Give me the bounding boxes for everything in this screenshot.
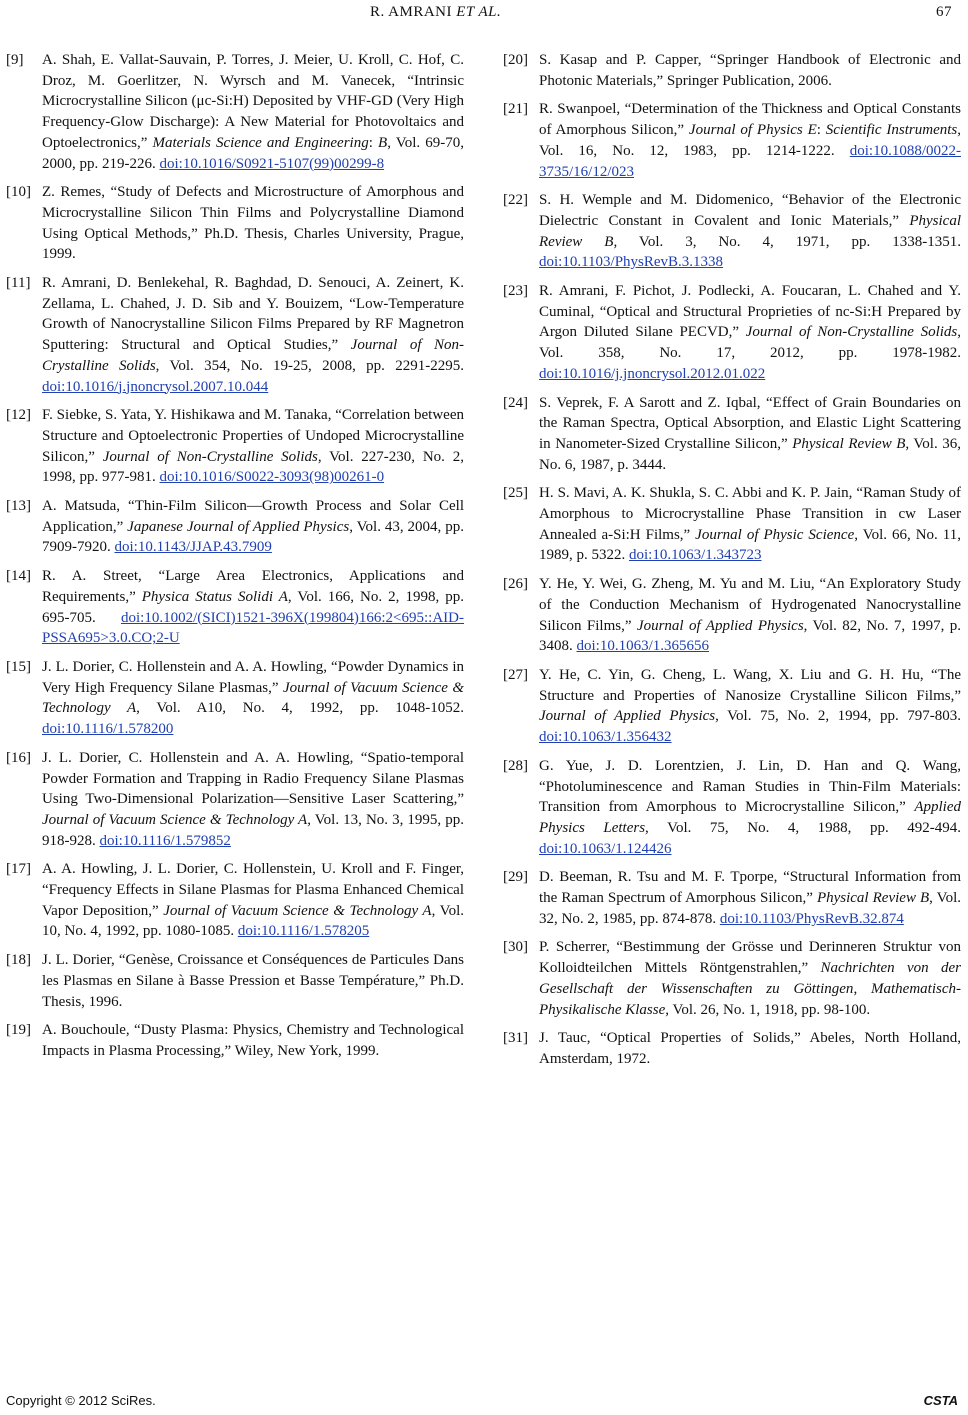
reference-citation: R. Swanpoel, “Determination of the Thickness and Optical Constants of Amorphous Silicon,”	[539, 101, 961, 139]
reference-citation: A. Shah, E. Vallat-Sauvain, P. Torres, J. Meier, U. Kroll, C. Hof, C. Droz, M. Goerlitzer, N. Wyrsch and M. Vanecek, “Intrinsic Microcrystalline Silicon (μc-Si:H) Deposited by VHF-GD (Very High Frequency-Glow Discharge): A New Material for Photovoltaics and Optoelectronics,”	[42, 52, 464, 151]
reference-number: [18]	[6, 952, 31, 969]
reference-text	[539, 99, 961, 182]
reference-journal: Nachrichten von der Gesellschaft der Wissenschaften zu Göttingen	[539, 960, 961, 997]
reference-details: , Vol. 13, No. 3, 1995, pp. 918-928.	[42, 811, 464, 849]
doi-link[interactable]: doi:10.1002/(SICI)1521-396X(199804)166:2<695::AID-PSSA695>3.0.CO;2-U	[42, 609, 464, 647]
reference-entry	[6, 748, 464, 852]
reference-entry	[503, 50, 961, 91]
references-column-right	[503, 50, 961, 1078]
reference-number: [22]	[503, 192, 528, 209]
reference-citation: Z. Remes, “Study of Defects and Microstructure of Amorphous and Microcrystalline Silicon Thin Films and Polycrystalline Diamond Using Optical Methods,” Ph.D. Thesis, Charles University, Prague, 1999.	[42, 184, 464, 263]
reference-details: :	[816, 122, 826, 139]
reference-details: :	[368, 134, 379, 151]
reference-citation: P. Scherrer, “Bestimmung der Grösse und Derinneren Struktur von Kolloidteilchen Mittels Röntgenstrahlen,”	[539, 939, 961, 977]
reference-number: [10]	[6, 184, 31, 201]
reference-number: [25]	[503, 485, 528, 502]
reference-entry	[503, 190, 961, 273]
reference-text	[539, 756, 961, 860]
reference-number: [11]	[6, 275, 31, 292]
reference-citation: Y. He, C. Yin, G. Cheng, L. Wang, X. Liu and G. H. Hu, “The Structure and Properties of Nanosize Crystalline Silicon Films,”	[539, 666, 961, 704]
running-author	[370, 4, 501, 21]
doi-link[interactable]: doi:10.1116/1.578200	[42, 721, 174, 738]
reference-details: , Vol. 66, No. 11, 1989, p. 5322.	[539, 526, 961, 564]
reference-text	[42, 566, 464, 649]
reference-entry	[6, 405, 464, 488]
doi-link[interactable]: doi:10.1063/1.356432	[539, 729, 672, 746]
reference-details: , Vol. 358, No. 17, 2012, pp. 1978-1982.	[539, 324, 961, 362]
doi-link[interactable]: doi:10.1116/1.579852	[99, 832, 231, 849]
running-header	[0, 4, 968, 24]
reference-entry	[6, 273, 464, 397]
reference-journal: Applied Physics Letters	[539, 799, 961, 836]
reference-text	[539, 483, 961, 566]
reference-text	[42, 182, 464, 265]
reference-citation: R. A. Street, “Large Area Electronics, Applications and Requirements,”	[42, 568, 464, 605]
reference-citation: J. L. Dorier, C. Hollenstein and A. A. Howling, “Powder Dynamics in Very High Frequency Silane Plasmas,”	[42, 658, 464, 696]
reference-entry	[503, 1028, 961, 1069]
reference-citation: J. L. Dorier, “Genèse, Croissance et Conséquences de Particules Dans les Plasmas en Silane à Basse Pression et Basse Température,” Ph.D. Thesis, 1996.	[42, 952, 464, 1010]
reference-entry	[6, 496, 464, 558]
copyright-notice: Copyright © 2012 SciRes.	[6, 1393, 156, 1408]
reference-text	[539, 190, 961, 273]
doi-link[interactable]: doi:10.1116/1.578205	[237, 923, 370, 940]
reference-citation: G. Yue, J. D. Lorentzien, J. Lin, D. Han and Q. Wang, “Photoluminescence and Raman Studies in Thin-Film Materials: Transition from Amorphous to Microcrystalline Silicon,”	[539, 757, 961, 816]
page-number: 67	[936, 4, 952, 20]
reference-number: [20]	[503, 52, 528, 68]
reference-number: [19]	[6, 1022, 31, 1039]
reference-details: , Vol. 354, No. 19-25, 2008, pp. 2291-2295.	[155, 357, 464, 374]
reference-details: , Vol. 10, No. 4, 1992, pp. 1080-1085.	[42, 902, 464, 940]
reference-details: , Vol. 16, No. 12, 1983, pp. 1214-1222.	[539, 122, 961, 159]
reference-entry	[503, 937, 961, 1020]
reference-number: [31]	[503, 1030, 528, 1047]
reference-citation: S. Kasap and P. Capper, “Springer Handbook of Electronic and Photonic Materials,” Springer Publication, 2006.	[539, 52, 961, 89]
reference-details: , Vol. 75, No. 2, 1994, pp. 797-803.	[715, 708, 961, 725]
reference-entry	[6, 50, 464, 174]
doi-link[interactable]: doi:10.1016/j.jnoncrysol.2007.10.044	[42, 378, 269, 395]
reference-journal: Journal of Vacuum Science & Technology A	[42, 679, 465, 717]
reference-details: , Vol. 75, No. 4, 1988, pp. 492-494.	[645, 819, 961, 836]
reference-journal: Journal of Vacuum Science & Technology A	[42, 811, 308, 828]
reference-text	[539, 281, 961, 385]
reference-journal-section: B	[378, 134, 388, 151]
reference-entry	[6, 950, 464, 1012]
reference-text	[42, 859, 464, 942]
reference-details: , Vol. A10, No. 4, 1992, pp. 1048-1052.	[136, 700, 464, 717]
references-column-left	[6, 50, 464, 1070]
doi-link[interactable]: doi:10.1016/j.jnoncrysol.2012.01.022	[539, 365, 766, 382]
reference-number: [16]	[6, 749, 31, 766]
reference-details: , Vol. 69-70, 2000, pp. 219-226.	[42, 134, 465, 172]
page-footer	[0, 1393, 968, 1413]
doi-link[interactable]: doi:10.1143/JJAP.43.7909	[114, 539, 272, 556]
reference-journal-section: Mathematisch-Physikalische Klasse	[539, 980, 961, 1018]
doi-link[interactable]: doi:10.1063/1.365656	[576, 638, 710, 655]
reference-entry	[6, 859, 464, 942]
reference-journal: Physical Review B	[539, 212, 961, 250]
reference-journal: Physical Review B	[816, 890, 930, 907]
reference-number: [15]	[6, 658, 31, 675]
reference-citation: A. Matsuda, “Thin-Film Silicon—Growth Process and Solar Cell Application,”	[42, 498, 464, 535]
reference-citation: H. S. Mavi, A. K. Shukla, S. C. Abbi and K. P. Jain, “Raman Study of Amorphous to Microcrystalline Phase Transition in cw Laser Annealed a-Si:H Films,”	[539, 485, 961, 543]
reference-citation: Y. He, Y. Wei, G. Zheng, M. Yu and M. Liu, “An Exploratory Study of the Conduction Mechanism of Hydrogenated Nanocrystalline Silicon Films,”	[539, 576, 961, 634]
reference-number: [9]	[6, 52, 24, 68]
reference-citation: A. A. Howling, J. L. Dorier, C. Hollenstein, U. Kroll and F. Finger, “Frequency Effects in Silane Plasmas for Plasma Enhanced Chemical Vapor Deposition,”	[42, 861, 464, 919]
reference-details: , Vol. 166, No. 2, 1998, pp. 695-705.	[42, 588, 464, 626]
reference-entry	[503, 281, 961, 385]
reference-number: [30]	[503, 939, 528, 956]
reference-journal: Physical Review B	[792, 435, 906, 452]
reference-citation: J. L. Dorier, C. Hollenstein and A. A. Howling, “Spatio-temporal Powder Formation and Trapping in Radio Frequency Silane Plasmas Using Two-Dimensional Polarization—Sensitive Laser Scattering,”	[42, 749, 464, 808]
reference-text	[42, 950, 464, 1012]
reference-entry	[503, 756, 961, 860]
reference-journal: Journal of Applied Physics	[636, 617, 804, 634]
reference-entry	[6, 1020, 464, 1061]
journal-abbreviation: CSTA	[923, 1393, 958, 1408]
reference-details: , Vol. 32, No. 2, 1985, pp. 874-878.	[539, 890, 961, 927]
reference-journal: Physica Status Solidi A	[141, 588, 288, 605]
reference-number: [12]	[6, 407, 31, 424]
reference-citation: S. H. Wemple and M. Didomenico, “Behavior of the Electronic Dielectric Constant in Covalent and Ionic Materials,”	[539, 192, 961, 229]
reference-details: , Vol. 36, No. 6, 1987, p. 3444.	[539, 435, 962, 473]
doi-link[interactable]: doi:10.1063/1.124426	[539, 840, 672, 857]
reference-text	[539, 393, 961, 476]
reference-number: [23]	[503, 283, 528, 300]
reference-journal-section: Scientific Instruments	[825, 122, 958, 139]
reference-entry	[503, 867, 961, 929]
author-suffix: ET AL.	[456, 4, 502, 20]
reference-number: [24]	[503, 394, 528, 411]
reference-citation: R. Amrani, D. Benlekehal, R. Baghdad, D. Senouci, A. Zeinert, K. Zellama, L. Chahed, J. D. Sib and Y. Bouizem, “Low-Temperature Growth of Nanocrystalline Silicon Films Prepared by RF Magnetron Sputtering: Structural and Optical Studies,”	[42, 275, 464, 354]
reference-details: , Vol. 82, No. 7, 1997, p. 3408.	[539, 617, 961, 655]
reference-number: [28]	[503, 757, 528, 774]
reference-citation: A. Bouchoule, “Dusty Plasma: Physics, Chemistry and Technological Impacts in Plasma Processing,” Wiley, New York, 1999.	[42, 1022, 464, 1059]
reference-journal: Japanese Journal of Applied Physics	[127, 518, 350, 535]
reference-text	[539, 665, 961, 748]
reference-text	[42, 1020, 464, 1061]
author-names: R. AMRANI	[370, 4, 453, 20]
reference-journal: Journal of Non-Crystalline Solids	[745, 324, 958, 341]
reference-number: [13]	[6, 498, 31, 515]
reference-number: [26]	[503, 576, 528, 593]
reference-text	[539, 867, 961, 929]
doi-link[interactable]: doi:10.1103/PhysRevB.32.874	[719, 910, 904, 927]
reference-details: , Vol. 3, No. 4, 1971, pp. 1338-1351.	[613, 233, 961, 250]
reference-text	[42, 496, 464, 558]
reference-entry	[6, 566, 464, 649]
doi-link[interactable]: doi:10.1016/S0921-5107(99)00299-8	[159, 155, 385, 172]
doi-link[interactable]: doi:10.1063/1.343723	[629, 547, 762, 564]
reference-citation: J. Tauc, “Optical Properties of Solids,” Abeles, North Holland, Amsterdam, 1972.	[539, 1030, 961, 1067]
reference-text	[42, 657, 464, 740]
reference-text	[42, 405, 464, 488]
reference-entry	[503, 99, 961, 182]
reference-journal: Journal of Applied Physics	[539, 708, 716, 725]
reference-entry	[6, 657, 464, 740]
reference-text	[539, 574, 961, 657]
reference-journal: Materials Science and Engineering	[152, 134, 369, 151]
reference-journal: Journal of Vacuum Science & Technology A	[163, 902, 432, 919]
reference-details: , Vol. 227-230, No. 2, 1998, pp. 977-981.	[42, 448, 464, 486]
reference-entry	[6, 182, 464, 265]
reference-journal: Journal of Non-Crystalline Solids	[42, 337, 464, 374]
reference-details: , Vol. 43, 2004, pp. 7909-7920.	[42, 518, 464, 556]
doi-link[interactable]: doi:10.1103/PhysRevB.3.1338	[539, 254, 724, 271]
reference-details: , Vol. 26, No. 1, 1918, pp. 98-100.	[665, 1001, 871, 1018]
reference-citation: D. Beeman, R. Tsu and M. F. Tporpe, “Structural Information from the Raman Spectrum of Amorphous Silicon,”	[539, 869, 961, 907]
reference-journal: Journal of Physics E	[688, 122, 817, 139]
reference-details: ,	[853, 980, 872, 997]
doi-link[interactable]: doi:10.1016/S0022-3093(98)00261-0	[159, 469, 385, 486]
reference-citation: R. Amrani, F. Pichot, J. Podlecki, A. Foucaran, L. Chahed and Y. Cuminal, “Optical and Structural Proprieties of nc-Si:H Prepared by Argon Diluted Silane PECVD,”	[539, 283, 961, 341]
reference-number: [29]	[503, 869, 528, 886]
doi-link[interactable]: doi:10.1088/0022-3735/16/12/023	[539, 142, 961, 180]
reference-journal: Journal of Physic Science	[695, 526, 855, 543]
reference-citation: S. Veprek, F. A Sarott and Z. Iqbal, “Effect of Grain Boundaries on the Raman Spectra, Optical Absorption, and Elastic Light Scattering in Nanometer-Sized Crystalline Silicon,”	[539, 394, 961, 452]
reference-number: [27]	[503, 666, 528, 683]
reference-citation: F. Siebke, S. Yata, Y. Hishikawa and M. Tanaka, “Correlation between Structure and Optoelectronic Properties of Undoped Microcrystalline Silicon,”	[42, 407, 464, 465]
reference-text	[42, 50, 464, 174]
reference-text	[42, 273, 464, 397]
reference-number: [14]	[6, 568, 31, 585]
reference-entry	[503, 483, 961, 566]
reference-number: [21]	[503, 101, 528, 118]
reference-text	[539, 1028, 961, 1069]
reference-entry	[503, 665, 961, 748]
reference-text	[539, 50, 961, 91]
reference-text	[42, 748, 464, 852]
reference-entry	[503, 574, 961, 657]
reference-entry	[503, 393, 961, 476]
reference-number: [17]	[6, 861, 31, 878]
reference-journal: Journal of Non-Crystalline Solids	[102, 448, 318, 465]
reference-text	[539, 937, 961, 1020]
